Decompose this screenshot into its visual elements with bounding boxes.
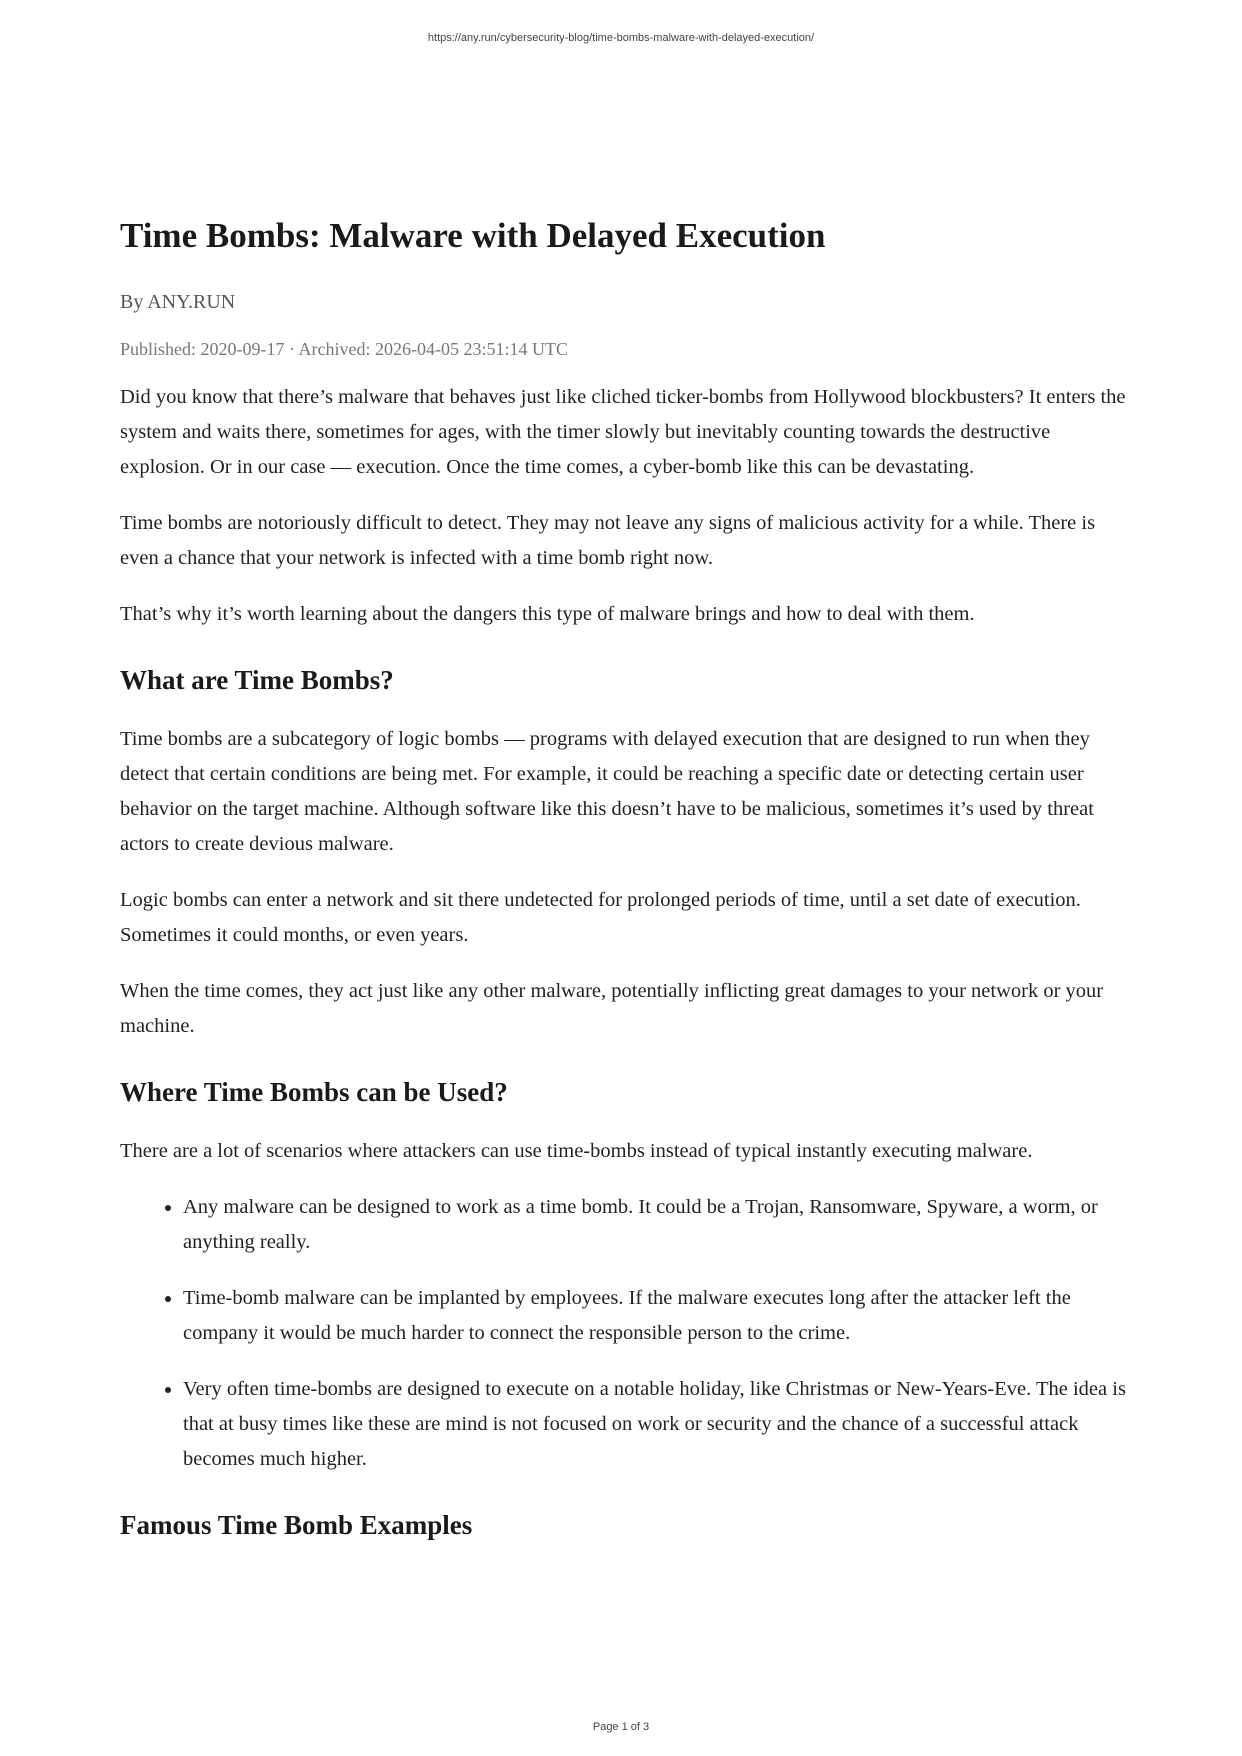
byline: By ANY.RUN	[120, 291, 236, 313]
page-url: https://any.run/cybersecurity-blog/time-bombs-malware-with-delayed-execution/	[427, 32, 815, 44]
paragraph: Time bombs are notoriously difficult to detect. They may not leave any signs of malicious activity for a while. There is even a chance that your network is infected with a time bomb right now.	[120, 512, 1096, 569]
publish-info: Published: 2020-09-17 · Archived: 2026-04-05 23:51:14 UTC	[120, 339, 568, 359]
paragraph: Did you know that there’s malware that behaves just like cliched ticker-bombs from Hollywood blockbusters? It enters the system and waits there, sometimes for ages, with the timer slowly but inevitably counting towards the destructive explosion. Or in our case — execution. Once the time comes, a cyber-bomb like this can be devastating.	[120, 386, 1126, 478]
paragraph: Time bombs are a subcategory of logic bombs — programs with delayed execution that are designed to run when they detect that certain conditions are being met. For example, it could be reaching a specific date or detecting certain user behavior on the target machine. Although software like this doesn’t have to be malicious, sometimes it’s used by threat actors to create devious malware.	[120, 728, 1094, 855]
list-item: • Time-bomb malware can be implanted by employees. If the malware executes long after the attacker left the company it would be much harder to connect the responsible person to the crime.	[183, 1281, 1136, 1351]
page-number: Page 1 of 3	[592, 1721, 650, 1733]
paragraph: That’s why it’s worth learning about the dangers this type of malware brings and how to deal with them.	[120, 603, 975, 625]
section-heading: Where Time Bombs can be Used?	[120, 1077, 508, 1107]
list-item: • Any malware can be designed to work as a time bomb. It could be a Trojan, Ransomware, Spyware, a worm, or anything really.	[183, 1190, 1136, 1260]
paragraph: When the time comes, they act just like any other malware, potentially inflicting great damages to your network or your machine.	[120, 980, 1104, 1037]
section-heading: What are Time Bombs?	[120, 665, 394, 695]
bullet-list	[120, 1190, 1136, 1477]
list-item: • Very often time-bombs are designed to execute on a notable holiday, like Christmas or New-Years-Eve. The idea is that at busy times like these are mind is not focused on work or security and the chance of a successful attack becomes much higher.	[183, 1372, 1136, 1477]
paragraph: There are a lot of scenarios where attackers can use time-bombs instead of typical instantly executing malware.	[120, 1140, 1033, 1162]
paragraph: Logic bombs can enter a network and sit there undetected for prolonged periods of time, until a set date of execution. Sometimes it could months, or even years.	[120, 889, 1081, 946]
article	[120, 212, 1136, 1567]
section-heading: Famous Time Bomb Examples	[120, 1510, 473, 1540]
article-title: Time Bombs: Malware with Delayed Execution	[120, 216, 826, 255]
